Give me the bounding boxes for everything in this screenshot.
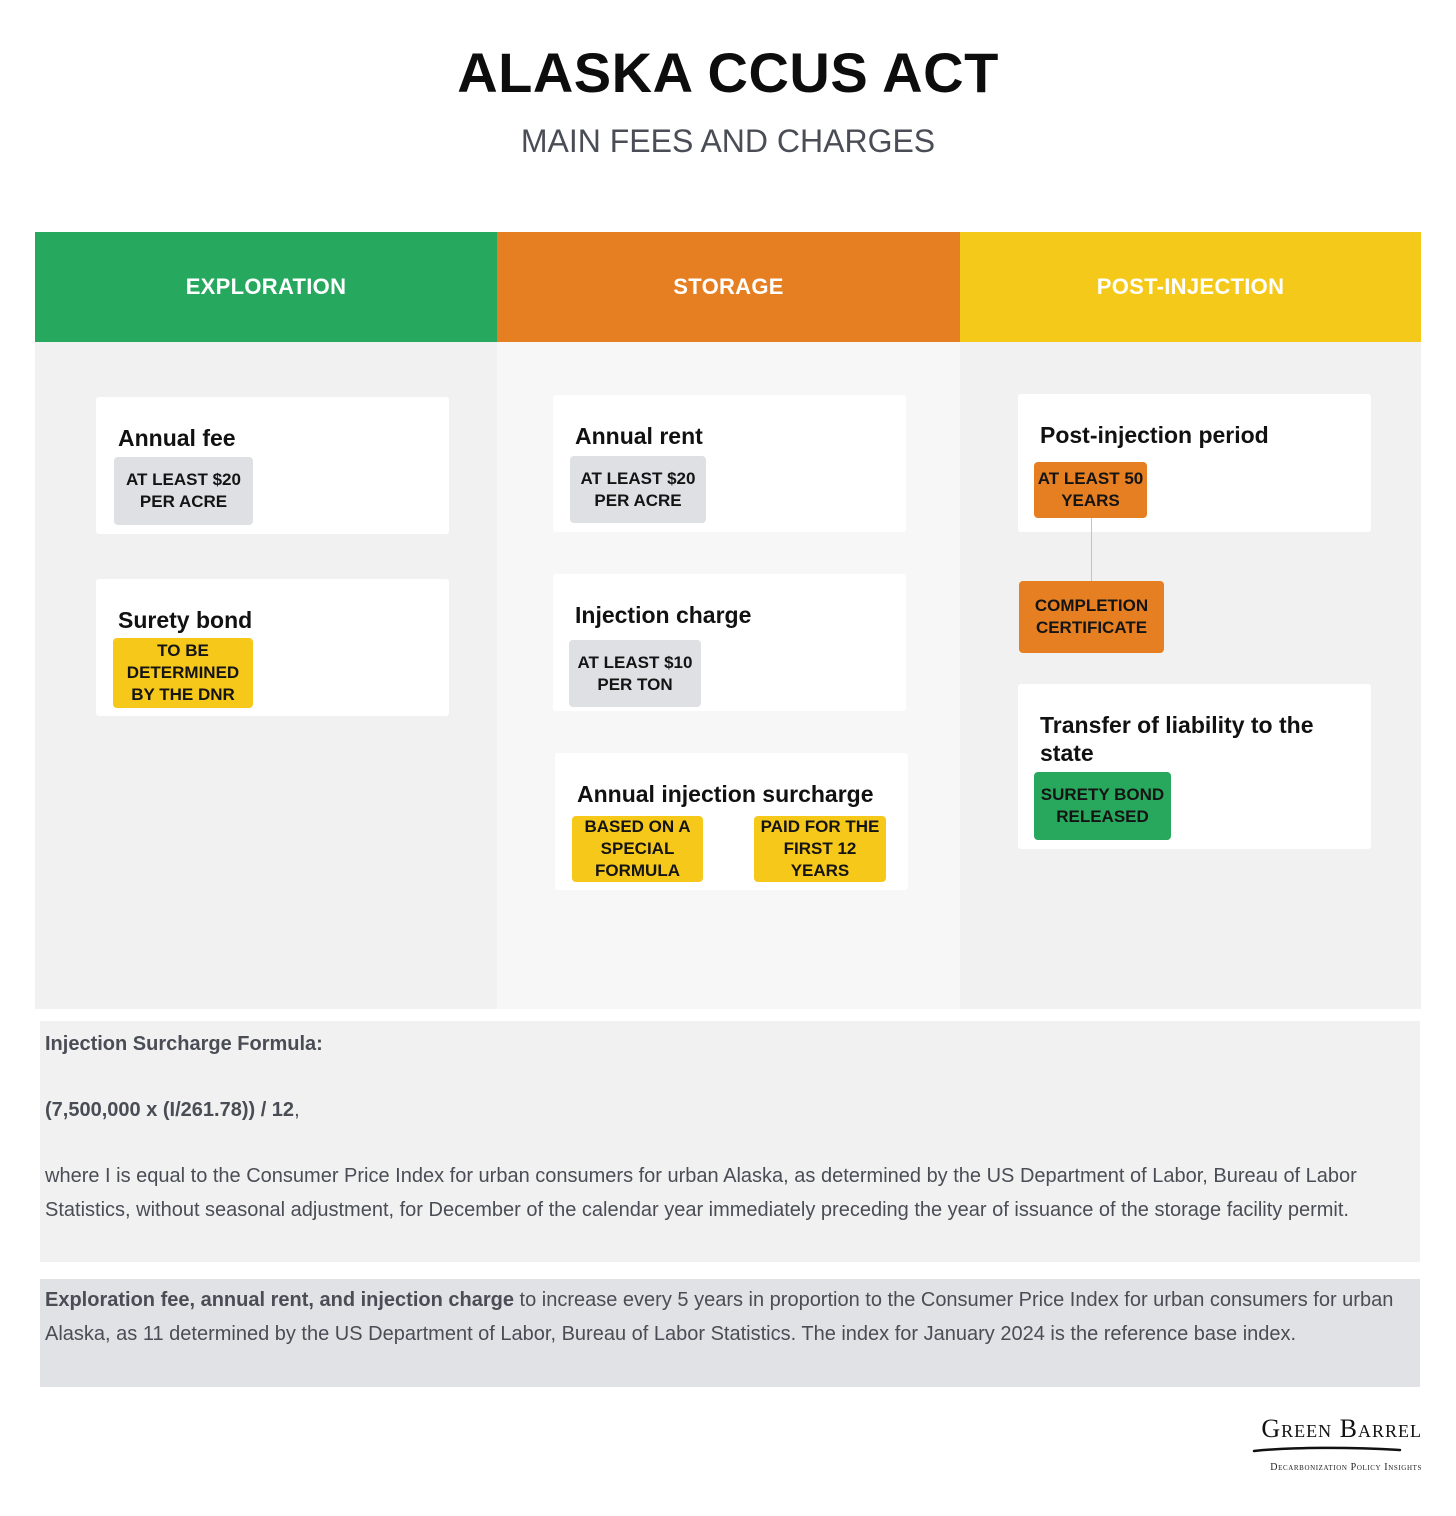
post-injection-period-card	[1018, 394, 1371, 532]
brush-stroke-icon	[1252, 1446, 1402, 1454]
fee-tag: AT LEAST $20 PER ACRE	[114, 457, 253, 525]
transfer-liability-card	[1018, 684, 1371, 849]
page-subtitle: MAIN FEES AND CHARGES	[520, 123, 936, 159]
storage-label: STORAGE	[673, 274, 784, 299]
annual-rent-card	[553, 395, 906, 532]
card-title: Injection charge	[575, 602, 752, 628]
surety-tag: TO BE DETERMINED BY THE DNR	[113, 638, 253, 708]
duration-tag: PAID FOR THE FIRST 12 YEARS	[754, 816, 886, 882]
surety-bond-card	[96, 579, 449, 716]
annual-injection-surcharge-card	[555, 753, 908, 890]
formula-description: where I is equal to the Consumer Price Index for urban consumers for urban Alaska, as determined by the US Department of Labor, Bureau of Labor Statistics, without seasonal adjustment, for December of the calendar year immediately preceding the year of issuance of the storage facility permit.	[45, 1165, 1357, 1221]
formula-tag: BASED ON A SPECIAL FORMULA	[572, 816, 703, 882]
post-injection-label: POST-INJECTION	[1096, 274, 1285, 299]
green-barrel-logo	[1232, 1414, 1422, 1444]
card-title: Annual rent	[575, 423, 703, 449]
period-tag: AT LEAST 50 YEARS	[1034, 462, 1147, 518]
card-title: Transfer of liability to the state	[1040, 712, 1314, 766]
formula-heading: Injection Surcharge Formula:	[45, 1033, 323, 1055]
formula-section	[40, 1021, 1420, 1262]
brand-tagline: Decarbonization Policy Insights	[1270, 1462, 1422, 1473]
exploration-label: EXPLORATION	[185, 274, 347, 299]
card-title: Post-injection period	[1040, 422, 1269, 448]
connector-line	[1091, 518, 1092, 582]
post-injection-header	[960, 232, 1421, 342]
storage-header	[497, 232, 960, 342]
surety-released-tag: SURETY BOND RELEASED	[1034, 772, 1171, 840]
brand-name: Green Barrel	[1261, 1414, 1422, 1443]
exploration-header	[35, 232, 497, 342]
note-text: to increase every 5 years in proportion to the Consumer Price Index for urban consumers for urban Alaska, as 11 determined by the US Department of Labor, Bureau of Labor Statistics. The index for January 2024 is the reference base index.	[45, 1289, 1394, 1345]
charge-tag: AT LEAST $10 PER TON	[569, 640, 701, 707]
injection-charge-card	[553, 574, 906, 711]
annual-fee-card	[96, 397, 449, 534]
formula-expression-suffix: ,	[294, 1099, 300, 1121]
card-title: Surety bond	[118, 607, 253, 633]
rent-tag: AT LEAST $20 PER ACRE	[570, 456, 706, 523]
completion-certificate-tag: COMPLETION CERTIFICATE	[1019, 581, 1164, 653]
formula-expression: (7,500,000 x (I/261.78)) / 12	[45, 1099, 295, 1121]
card-title: Annual injection surcharge	[577, 781, 874, 807]
indexation-note	[40, 1279, 1420, 1387]
card-title: Annual fee	[118, 425, 236, 451]
note-bold-lead: Exploration fee, annual rent, and injection charge	[45, 1289, 514, 1311]
page-title: ALASKA CCUS ACT	[457, 41, 999, 104]
